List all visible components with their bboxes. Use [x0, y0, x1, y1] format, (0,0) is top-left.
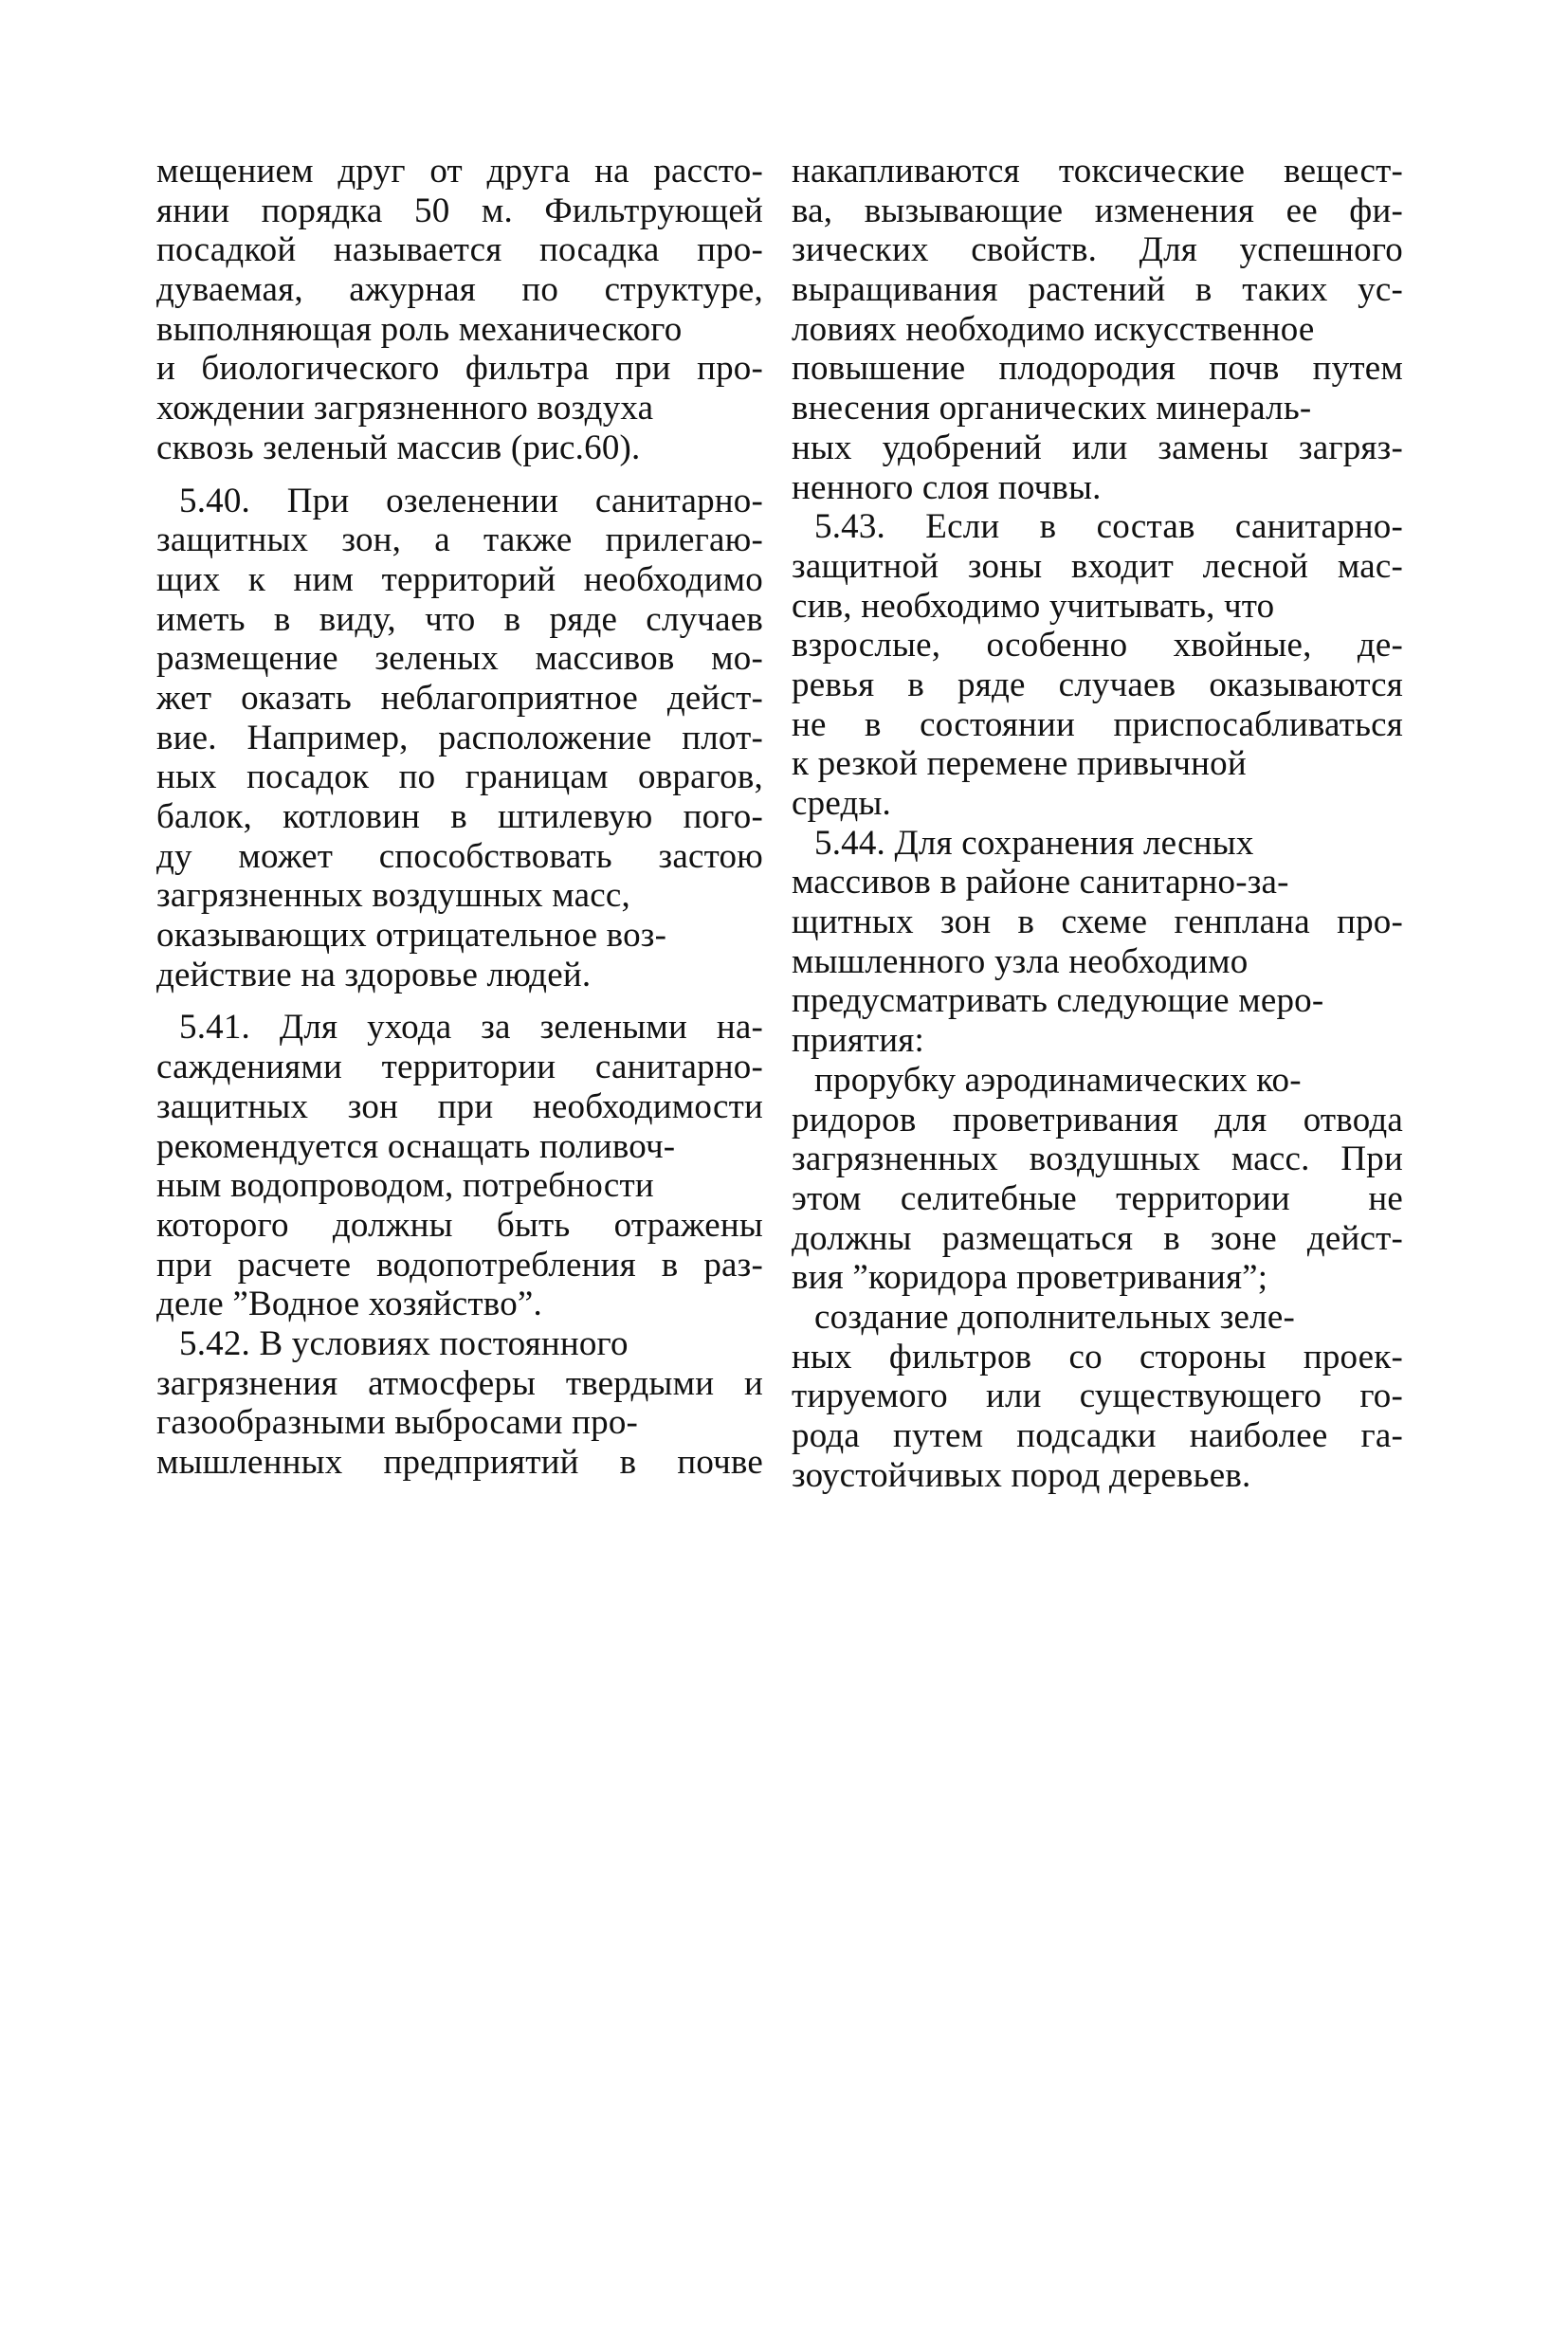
text-line: не в состоянии приспосабливаться [792, 704, 1403, 744]
text-line: мышленных предприятий в почве [156, 1443, 763, 1482]
text-line: 5.40. При озеленении санитарно- [179, 481, 763, 520]
text-line: дуваемая, ажурная по структуре, [156, 270, 763, 310]
text-line: этом селитебные территории не [792, 1178, 1403, 1218]
text-line: которого должны быть отражены [156, 1205, 763, 1245]
text-line: иметь в виду, что в ряде случаев [156, 599, 763, 639]
text-line: размещение зеленых массивов мо- [156, 639, 763, 679]
text-line: приятия: [792, 1021, 924, 1061]
text-line: газообразными выбросами про- [156, 1403, 639, 1443]
text-line: загрязненных воздушных масс. При [792, 1140, 1403, 1179]
text-line: повышение плодородия почв путем [792, 349, 1403, 389]
text-line: щих к ним территорий необходимо [156, 559, 763, 599]
text-line: ридоров проветривания для отвода [792, 1100, 1403, 1140]
text-line: внесения органических минераль- [792, 389, 1312, 428]
text-line: вие. Например, расположение плот- [156, 718, 763, 757]
text-line: ловиях необходимо искусственное [792, 309, 1315, 349]
text-line: зических свойств. Для успешного [792, 230, 1403, 270]
right-text-column [792, 152, 1403, 1495]
text-line: защитной зоны входит лесной мас- [792, 546, 1403, 586]
text-line: выращивания растений в таких ус- [792, 270, 1403, 310]
text-line: массивов в районе санитарно-за- [792, 863, 1289, 903]
text-line: мещением друг от друга на рассто- [156, 152, 763, 191]
left-text-column [156, 152, 763, 1483]
text-line: загрязнения атмосферы твердыми и [156, 1363, 763, 1403]
text-line: выполняющая роль механического [156, 309, 683, 349]
text-line: накапливаются токсические вещест- [792, 152, 1403, 191]
text-line: сквозь зеленый массив (рис.60). [156, 428, 641, 467]
text-line: должны размещаться в зоне дейст- [792, 1218, 1403, 1258]
text-line: мышленного узла необходимо [792, 941, 1249, 981]
text-line: сив, необходимо учитывать, что [792, 586, 1275, 626]
text-line: ных удобрений или замены загряз- [792, 428, 1403, 467]
text-line: ненного слоя почвы. [792, 467, 1102, 507]
text-line: зоустойчивых пород деревьев. [792, 1455, 1251, 1495]
text-line: защитных зон при необходимости [156, 1086, 763, 1126]
text-line: рода путем подсадки наиболее га- [792, 1416, 1403, 1455]
text-line: ду может способствовать застою [156, 836, 763, 876]
text-line: к резкой перемене привычной [792, 744, 1247, 784]
text-line: при расчете водопотребления в раз- [156, 1245, 763, 1285]
text-line: загрязненных воздушных масс, [156, 876, 630, 916]
text-line: ным водопроводом, потребности [156, 1166, 654, 1206]
text-line: рекомендуется оснащать поливоч- [156, 1126, 676, 1166]
text-line: 5.41. Для ухода за зелеными на- [179, 1008, 763, 1048]
text-line: тируемого или существующего го- [792, 1377, 1403, 1416]
text-line: и биологического фильтра при про- [156, 349, 763, 389]
text-line: предусматривать следующие меро- [792, 981, 1324, 1021]
text-line: ва, вызывающие изменения ее фи- [792, 191, 1403, 230]
text-line: 5.42. В условиях постоянного [179, 1323, 629, 1363]
text-line: ных посадок по границам оврагов, [156, 757, 763, 797]
text-line: 5.43. Если в состав санитарно- [814, 507, 1403, 547]
text-line: защитных зон, а также прилегаю- [156, 520, 763, 560]
text-line: действие на здоровье людей. [156, 955, 592, 994]
text-line: саждениями территории санитарно- [156, 1048, 763, 1087]
text-line: хождении загрязненного воздуха [156, 389, 654, 428]
text-line: балок, котловин в штилевую пого- [156, 797, 763, 836]
text-line: ревья в ряде случаев оказываются [792, 665, 1403, 704]
text-line: жет оказать неблагоприятное дейст- [156, 678, 763, 718]
text-line: взрослые, особенно хвойные, де- [792, 626, 1403, 665]
text-line: посадкой называется посадка про- [156, 230, 763, 270]
text-line: оказывающих отрицательное воз- [156, 916, 667, 956]
text-line: щитных зон в схеме генплана про- [792, 903, 1403, 942]
text-line: деле ”Водное хозяйство”. [156, 1285, 542, 1324]
text-line: ных фильтров со стороны проек- [792, 1337, 1403, 1377]
text-line: прорубку аэродинамических ко- [814, 1060, 1302, 1100]
text-line: среды. [792, 784, 891, 823]
text-line: янии порядка 50 м. Фильтрующей [156, 191, 763, 230]
text-line: 5.44. Для сохранения лесных [814, 823, 1254, 863]
text-line: вия ”коридора проветривания”; [792, 1258, 1268, 1298]
text-line: создание дополнительных зеле- [814, 1297, 1295, 1337]
